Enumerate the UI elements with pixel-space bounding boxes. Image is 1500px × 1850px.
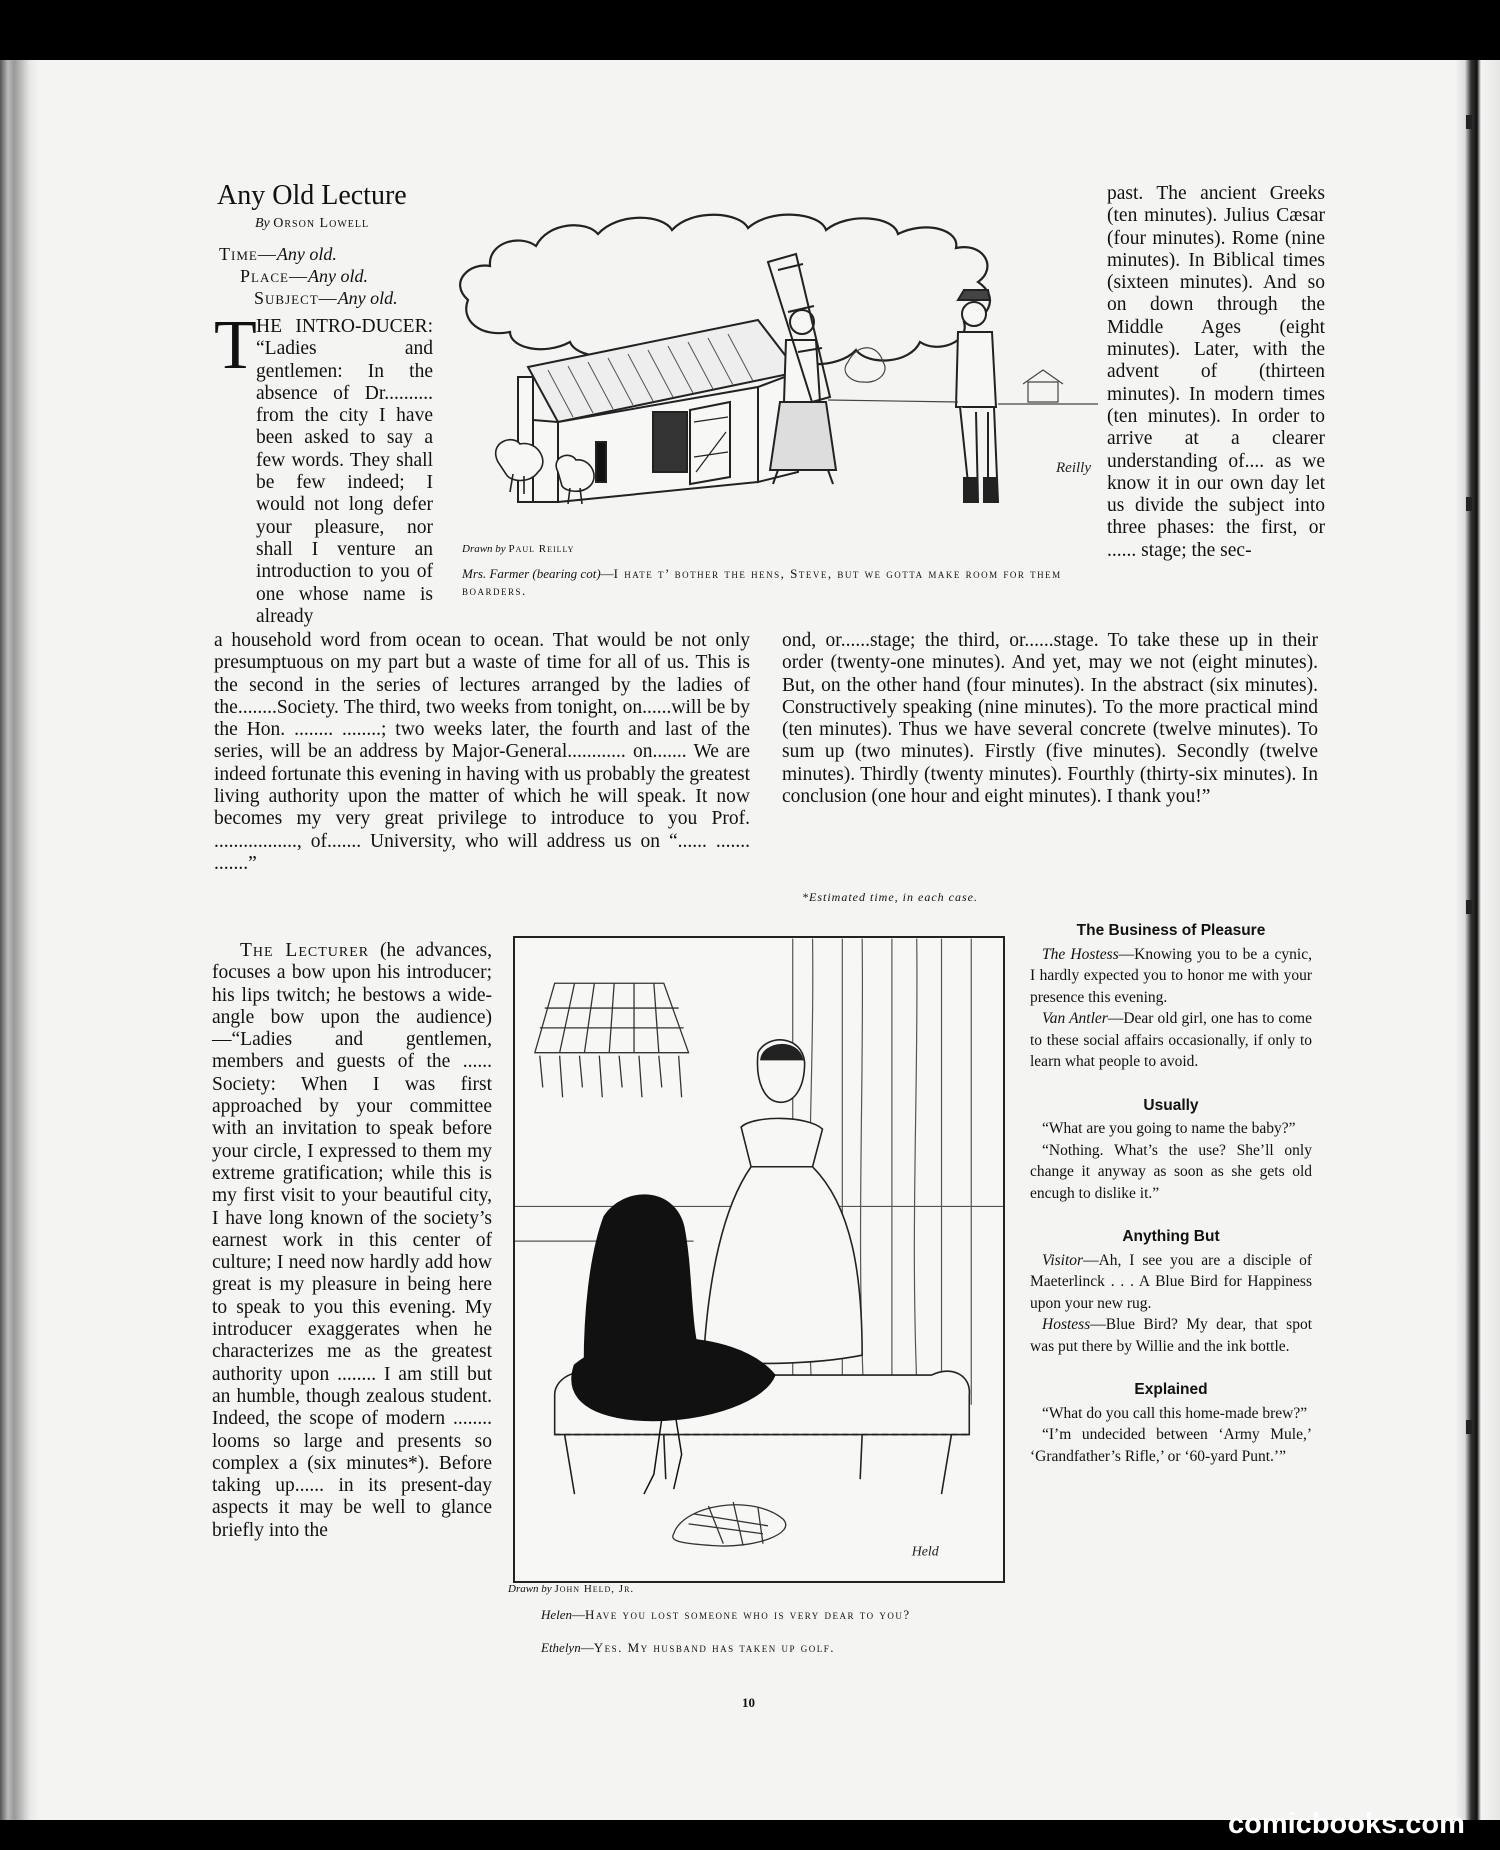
floor-cushion [673, 1502, 786, 1546]
joke-paragraph: “Nothing. What’s the use? She’ll only change it anyway as soon as she gets old encugh to dislike it.” [1030, 1141, 1312, 1202]
lecture-right-column: past. The ancient Greeks (ten minutes). Julius Cæsar (four minutes). Rome (nine minutes). In Biblical times (sixteen minutes). And so on down through the Middle Ages (eight minutes). Later, with the advent of (thirteen minutes). In modern times (ten minutes). In order to arrive at a clearer understanding of.... as we know it in our own day let us divide the subject into three phases: the first, or ...... stage; the sec- [1107, 183, 1325, 561]
meta-time: Time—Any old. [219, 244, 337, 264]
lecturer-paragraph [212, 940, 492, 1542]
intro-paragraph [214, 307, 433, 628]
author-name: Orson Lowell [273, 216, 370, 231]
cartoon1-quote: I hate t’ bother the hens, Steve, but we gotta make room for them boarders. [462, 566, 1062, 598]
standing-woman-figure [703, 1040, 862, 1364]
joke-paragraph: Van Antler—Dear old girl, one has to come to these social affairs occasionally, if only to learn what people to avoid. [1030, 1010, 1312, 1070]
article-title: Any Old Lecture [217, 180, 407, 211]
cartoon2-signature: Held [911, 1544, 939, 1560]
page-binding-edge [0, 60, 40, 1820]
farmer-steve-figure [956, 290, 998, 502]
byline [255, 216, 369, 232]
cartoon1-caption: Mrs. Farmer (bearing cot)—I hate t’ bother the hens, Steve, but we gotta make room for them boarders. [462, 566, 1062, 598]
joke-paragraph: The Hostess—Knowing you to be a cynic, I hardly expected you to honor me with your presence this evening. [1030, 945, 1312, 1006]
byline-prefix: By [255, 216, 270, 231]
lecture-conclusion: ond, or......stage; the third, or......stage. To take these up in their order (twenty-one minutes). And yet, may we not (eight minutes). But, on the other hand (four minutes). In the abstract (six minutes). Constructively speaking (nine minutes). To the more practical mind (ten minutes). Thus we have several concrete (twelve minutes). To sum up (two minutes). Firstly (five minutes). Secondly (twelve minutes). Thirdly (twenty minutes). Fourthly (thirty-six minutes). In conclusion (one hour and eight minutes). I thank you!” [782, 630, 1318, 808]
cartoon2-credit: Drawn by John Held, Jr. [508, 1583, 635, 1595]
page-number: 10 [742, 1695, 755, 1710]
cartoon1-credit: Drawn by Paul Reilly [462, 543, 575, 555]
footnote: *Estimated time, in each case. [802, 890, 978, 904]
meta-subject: Subject—Any old. [254, 288, 398, 308]
cartoon1-speaker: Mrs. Farmer (bearing cot) [462, 566, 601, 581]
intro-continued: a household word from ocean to ocean. That would be not only presumptuous on my part but a waste of time for all of us. This is the second in the series of lectures arranged by the ladies of the........Society. The third, two weeks from tonight, on......will be by the Hon. ........ ........; two weeks later, the fourth and last of the series, will be an address by Major-General............ on....... We are indeed fortunate this evening in having with us probably the greatest living authority upon the matter of which he will speak. It now becomes my very great privilege to introduce to you Prof. ................., of....... University, who will address us on “...... ....... .......” [214, 630, 750, 874]
drop-cap: T [214, 307, 257, 384]
joke-heading: Usually [1143, 1096, 1199, 1114]
joke-paragraph: Hostess—Blue Bird? My dear, that spot was put there by Willie and the ink bottle. [1030, 1316, 1312, 1355]
joke-heading: Anything But [1122, 1228, 1220, 1245]
joke-paragraph: “What do you call this home-made brew?” [1042, 1404, 1308, 1422]
site-watermark: comicbooks.com [1228, 1808, 1465, 1840]
introducer-label: HE INTRO-DUCER: [256, 316, 433, 337]
lecturer-text: (he advances, focuses a bow upon his introducer; his lips twitch; he bestows a wide-angle bow upon the audience)—“Ladies and gentlemen, members and guests of the ...... Society: When I was first approached by your committee with an invitation to speak before your circle, I expressed to them my extreme gratification; while this is my first visit to your beautiful city, I have long known of the society’s earnest work in this center of culture; I need now hardly add how great is my pleasure in being here to speak to you this evening. My introducer exaggerates when he characterizes me as the greatest authority upon ........ I am still but an humble, though zealous student. Indeed, the scope of modern ........ looms so large and presents so complex a (six minutes*). Before taking up...... in its present-day aspects it may be well to glance briefly into the [212, 940, 493, 1541]
joke-heading: The Business of Pleasure [1076, 922, 1266, 939]
joke-paragraph: “I’m undecided between ‘Army Mule,’ ‘Grandfather’s Rifle,’ or ‘60-yard Punt.’” [1030, 1426, 1312, 1465]
joke-paragraph: “What are you going to name the baby?” [1042, 1120, 1296, 1137]
joke-heading: Explained [1134, 1381, 1208, 1398]
jokes-column [1030, 920, 1312, 1467]
lecturer-label: The Lecturer [240, 940, 370, 961]
cartoon2-caption-ethelyn: Ethelyn—Yes. My husband has taken up golf. [541, 1640, 835, 1655]
cartoon1-signature: Reilly [1056, 460, 1091, 476]
joke-paragraph: Visitor—Ah, I see you are a disciple of Maeterlinck . . . A Blue Bird for Happiness upon your new rug. [1030, 1251, 1312, 1312]
meta-place: Place—Any old. [240, 266, 368, 286]
intro-text: “Ladies and gentlemen: In the absence of Dr.......... from the city I have been asked to say a few words. They shall be few indeed; I would not long defer your pleasure, nor shall I venture an introduction to you of one whose name is already [256, 338, 433, 627]
cartoon2-caption-helen: Helen—Have you lost someone who is very dear to you? [541, 1607, 911, 1622]
farm-cartoon-illustration [458, 172, 1098, 522]
sofa-cartoon-illustration [513, 936, 1005, 1583]
lamp-shade [535, 983, 689, 1097]
page-right-edge [1455, 60, 1500, 1820]
